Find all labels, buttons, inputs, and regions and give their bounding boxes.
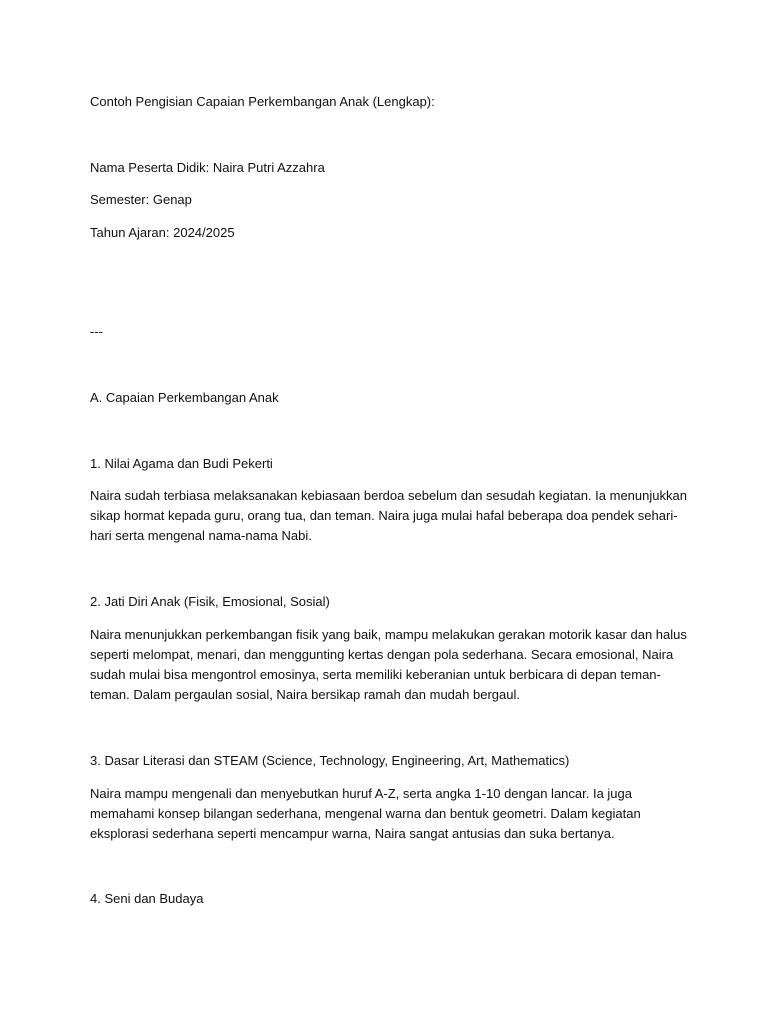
item-paragraph	[90, 784, 680, 844]
item-heading: 2. Jati Diri Anak (Fisik, Emosional, Sosial)	[90, 594, 330, 609]
paragraph-line: sikap hormat kepada guru, orang tua, dan teman. Naira juga mulai hafal beberapa doa pendek sehari-	[90, 508, 678, 523]
paragraph-line: eksplorasi sederhana seperti mencampur warna, Naira sangat antusias dan suka bertanya.	[90, 826, 615, 841]
paragraph-line: memahami konsep bilangan sederhana, mengenal warna dan bentuk geometri. Dalam kegiatan	[90, 806, 641, 821]
paragraph-line: Naira menunjukkan perkembangan fisik yang baik, mampu melakukan gerakan motorik kasar dan halus	[90, 627, 687, 642]
school-year: Tahun Ajaran: 2024/2025	[90, 225, 235, 240]
student-name: Nama Peserta Didik: Naira Putri Azzahra	[90, 160, 325, 175]
paragraph-line: teman. Dalam pergaulan sosial, Naira bersikap ramah dan mudah bergaul.	[90, 687, 520, 702]
paragraph-line: hari serta mengenal nama-nama Nabi.	[90, 528, 312, 543]
item-heading: 3. Dasar Literasi dan STEAM (Science, Technology, Engineering, Art, Mathematics)	[90, 753, 570, 768]
section-heading: A. Capaian Perkembangan Anak	[90, 390, 279, 405]
item-heading: 1. Nilai Agama dan Budi Pekerti	[90, 456, 273, 471]
item-paragraph	[90, 625, 687, 705]
paragraph-line: Naira mampu mengenali dan menyebutkan huruf A-Z, serta angka 1-10 dengan lancar. Ia juga	[90, 786, 633, 801]
divider: ---	[90, 324, 103, 339]
paragraph-line: Naira sudah terbiasa melaksanakan kebiasaan berdoa sebelum dan sesudah kegiatan. Ia menunjukkan	[90, 488, 687, 503]
document-title: Contoh Pengisian Capaian Perkembangan Anak (Lengkap):	[90, 94, 435, 109]
item-paragraph	[90, 486, 687, 546]
paragraph-line: seperti melompat, menari, dan menggunting kertas dengan pola sederhana. Secara emosional, Naira	[90, 647, 674, 662]
paragraph-line: sudah mulai bisa mengontrol emosinya, serta memiliki keberanian untuk berbicara di depan teman-	[90, 667, 661, 682]
semester: Semester: Genap	[90, 192, 192, 207]
item-heading: 4. Seni dan Budaya	[90, 891, 204, 906]
